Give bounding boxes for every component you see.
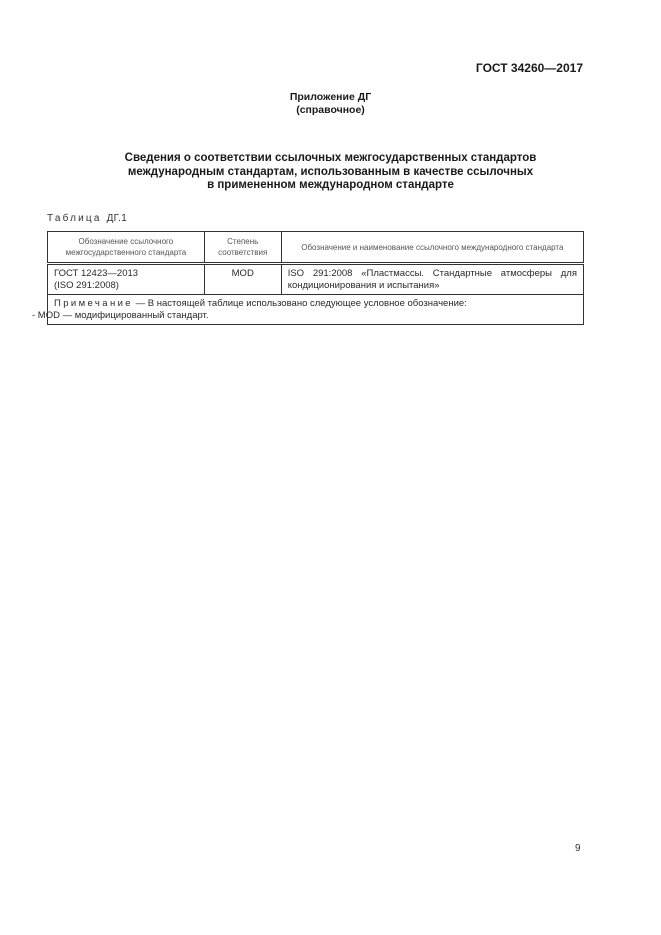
column-header-intl-standard: Обозначение и наименование ссылочного международного стандарта: [281, 232, 583, 264]
table-caption-number: ДГ.1: [106, 213, 128, 224]
designation-line-1: ГОСТ 12423—2013: [54, 268, 139, 279]
heading-line-3: в примененном международном стандарте: [207, 179, 454, 191]
column-header-degree: Степень соответствия: [204, 232, 281, 264]
table-note-row: [48, 295, 584, 325]
appendix-heading: [0, 91, 661, 117]
heading-line-2: международным стандартам, использованным в качестве ссылочных: [127, 165, 534, 178]
heading-line-1: Сведения о соответствии ссылочных межгосударственных стандартов: [124, 152, 537, 164]
cell-designation: [48, 264, 205, 295]
table-caption: [47, 213, 127, 224]
reference-standards-table: [32, 231, 584, 325]
table-note: [32, 295, 584, 325]
cell-intl-standard: ISO 291:2008 «Пластмассы. Стандартные атмосферы для кондиционирования и испытания»: [281, 264, 583, 295]
page-number: 9: [575, 843, 581, 854]
table-header-row: [48, 232, 584, 264]
note-label: Примечание: [54, 298, 133, 309]
column-header-designation: Обозначение ссылочного межгосударственного стандарта: [48, 232, 205, 264]
cell-degree: MOD: [204, 264, 281, 295]
table-row: [48, 264, 584, 295]
appendix-subtitle: (справочное): [296, 104, 365, 116]
appendix-title: Приложение ДГ: [289, 91, 372, 103]
designation-line-2: (ISO 291:2008): [54, 279, 119, 291]
document-code: ГОСТ 34260—2017: [475, 61, 583, 75]
table-caption-word: Таблица: [47, 213, 102, 224]
note-text: — В настоящей таблице использовано следующее условное обозначение:: [133, 298, 467, 309]
section-heading: [0, 152, 661, 193]
note-line-2: - MOD — модифицированный стандарт.: [32, 309, 209, 321]
